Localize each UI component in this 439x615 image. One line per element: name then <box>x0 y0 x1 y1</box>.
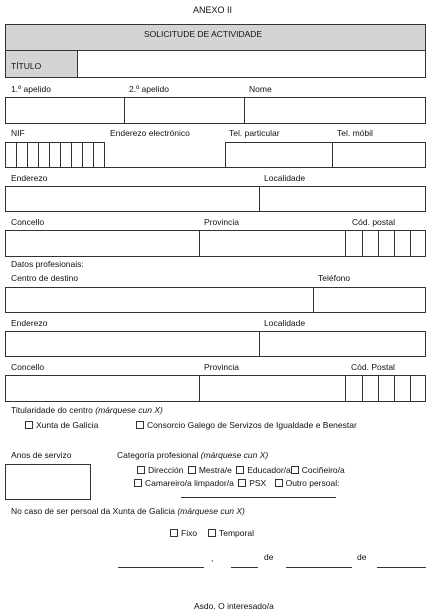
xunta-label: Xunta de Galicia <box>36 420 99 430</box>
fixo-label: Fixo <box>181 528 198 538</box>
educador-checkbox[interactable] <box>236 466 244 474</box>
year-line[interactable] <box>377 567 426 568</box>
nif-label: NIF <box>11 128 25 138</box>
signature-label: Asdo. O interesado/a <box>194 601 274 611</box>
telefono-field[interactable] <box>313 287 426 313</box>
nome-field[interactable] <box>244 98 425 123</box>
prof-enderezo-label: Enderezo <box>11 318 48 328</box>
fixo-checkbox[interactable] <box>170 529 178 537</box>
prof-cod-postal-label: Cód. Postal <box>351 362 395 372</box>
categoria-row1 <box>137 465 345 475</box>
localidade-label: Localidade <box>264 173 306 183</box>
direccion-checkbox[interactable] <box>137 466 145 474</box>
prof-localidade-field[interactable] <box>259 331 426 357</box>
localidade-field[interactable] <box>259 186 426 212</box>
titularidade-label <box>11 405 163 415</box>
option-consorcio[interactable] <box>136 420 357 430</box>
consorcio-checkbox[interactable] <box>136 421 144 429</box>
anos-servizo-label: Anos de servizo <box>11 450 72 460</box>
titulo-field[interactable] <box>77 50 426 78</box>
prof-provincia-label: Provincia <box>204 362 239 372</box>
concello-field[interactable] <box>5 230 200 257</box>
nif-field[interactable] <box>5 142 105 168</box>
prof-concello-field[interactable] <box>5 375 200 402</box>
titularidade-hint: (márquese cun X) <box>95 405 163 415</box>
temporal-label: Temporal <box>219 528 254 538</box>
prof-localidade-label: Localidade <box>264 318 306 328</box>
concello-label: Concello <box>11 217 45 227</box>
month-line[interactable] <box>286 567 352 568</box>
tel-particular-field[interactable] <box>225 142 333 168</box>
cod-postal-label: Cód. postal <box>352 217 395 227</box>
categoria-row2 <box>134 478 339 488</box>
nome-label: Nome <box>249 84 272 94</box>
xunta-checkbox[interactable] <box>25 421 33 429</box>
centro-field[interactable] <box>5 287 314 313</box>
option-temporal[interactable] <box>208 528 254 538</box>
datos-profesionais-heading: Datos profesionais: <box>11 259 84 269</box>
apelido1-field[interactable] <box>6 98 123 123</box>
email-underline[interactable] <box>105 167 225 168</box>
prof-enderezo-field[interactable] <box>5 331 260 357</box>
xunta-staff-hint: (márquese cun X) <box>177 506 245 516</box>
anos-servizo-field[interactable] <box>5 464 91 500</box>
cocineiro-checkbox[interactable] <box>291 466 299 474</box>
cocineiro-label: Cociñeiro/a <box>301 465 345 475</box>
annex-title: ANEXO II <box>193 5 233 15</box>
tel-particular-label: Tel. particular <box>229 128 280 138</box>
direccion-label: Dirección <box>148 465 184 475</box>
titularidade-text: Titularidade do centro <box>11 405 96 415</box>
psx-checkbox[interactable] <box>238 479 246 487</box>
enderezo-label: Enderezo <box>11 173 48 183</box>
apelido1-label: 1.º apelido <box>11 84 51 94</box>
cod-postal-field[interactable] <box>345 230 426 257</box>
mestra-checkbox[interactable] <box>188 466 196 474</box>
tel-mobil-label: Tel. móbil <box>337 128 373 138</box>
apelido2-label: 2.º apelido <box>129 84 169 94</box>
form-title-bar <box>5 24 426 51</box>
form-title: SOLICITUDE DE ACTIVIDADE <box>144 29 263 39</box>
provincia-field[interactable] <box>199 230 346 257</box>
categoria-label <box>117 450 268 460</box>
tel-mobil-field[interactable] <box>332 142 426 168</box>
categoria-text: Categoría profesional <box>117 450 201 460</box>
mestra-label: Mestra/e <box>198 465 232 475</box>
date-comma: , <box>211 553 214 563</box>
educador-label: Educador/a <box>247 465 291 475</box>
apelido2-field[interactable] <box>124 98 243 123</box>
email-label: Enderezo electrónico <box>110 128 190 138</box>
prof-cod-postal-field[interactable] <box>345 375 426 402</box>
centro-label: Centro de destino <box>11 273 79 283</box>
consorcio-label: Consorcio Galego de Servizos de Igualdade e Benestar <box>147 420 357 430</box>
day-line[interactable] <box>231 567 258 568</box>
enderezo-field[interactable] <box>5 186 260 212</box>
date-de1: de <box>264 552 274 562</box>
option-xunta[interactable] <box>25 420 98 430</box>
telefono-label: Teléfono <box>318 273 351 283</box>
psx-label: PSX <box>249 478 267 488</box>
titulo-label-cell <box>5 50 78 78</box>
place-line[interactable] <box>118 567 204 568</box>
xunta-staff-text: No caso de ser persoal da Xunta de Galicia <box>11 506 178 516</box>
camareiro-label: Camareiro/a limpador/a <box>145 478 234 488</box>
outro-persoal-line[interactable] <box>181 497 336 498</box>
provincia-label: Provincia <box>204 217 239 227</box>
outro-checkbox[interactable] <box>275 479 283 487</box>
prof-concello-label: Concello <box>11 362 45 372</box>
prof-provincia-field[interactable] <box>199 375 346 402</box>
categoria-hint: (márquese cun X) <box>200 450 269 460</box>
temporal-checkbox[interactable] <box>208 529 216 537</box>
xunta-staff-label <box>11 506 245 516</box>
outro-label: Outro persoal: <box>285 478 340 488</box>
titulo-label: TÍTULO <box>11 61 42 71</box>
option-fixo[interactable] <box>170 528 197 538</box>
camareiro-checkbox[interactable] <box>134 479 142 487</box>
date-de2: de <box>357 552 367 562</box>
